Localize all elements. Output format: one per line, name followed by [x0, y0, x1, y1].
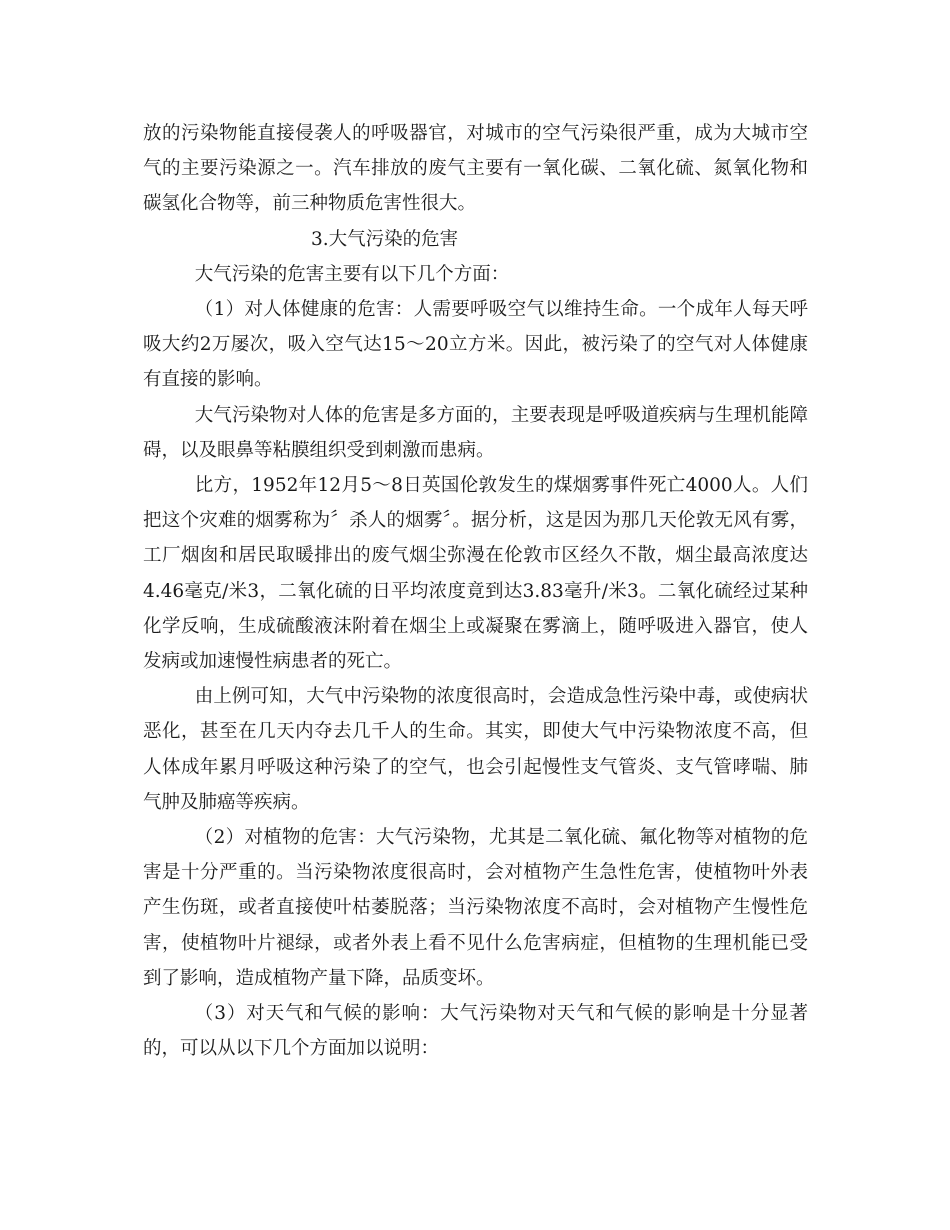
- paragraph-plant-damage: （2）对植物的危害：大气污染物，尤其是二氧化硫、氟化物等对植物的危害是十分严重的。当污染物浓度很高时，会对植物产生急性危害，使植物叶外表产生伤斑，或者直接使叶枯萎脱落；当污染物浓度不高时，会对植物产生慢性危害，使植物叶片褪绿，或者外表上看不见什么危害病症，但植物的生理机能已受到了影响，造成植物产量下降，品质变坏。: [143, 827, 808, 989]
- paragraph-health-detail: 大气污染物对人体的危害是多方面的，主要表现是呼吸道疾病与生理机能障碍，以及眼鼻等粘膜组织受到刺激而患病。: [143, 404, 808, 461]
- paragraph-human-health: （1）对人体健康的危害：人需要呼吸空气以维持生命。一个成年人每天呼吸大约2万屡次，吸入空气达15～20立方米。因此，被污染了的空气对人体健康有直接的影响。: [143, 299, 808, 391]
- paragraph-continuation: 放的污染物能直接侵袭人的呼吸器官，对城市的空气污染很严重，成为大城市空气的主要污染源之一。汽车排放的废气主要有一氧化碳、二氧化硫、氮氧化物和碳氢化合物等，前三种物质危害性很大。: [143, 123, 808, 215]
- paragraph-london-smog: 比方，1952年12月5～8日英国伦敦发生的煤烟雾事件死亡4000人。人们把这个灾难的烟雾称为〞杀人的烟雾〞。据分析，这是因为那几天伦敦无风有雾，工厂烟囱和居民取暖排出的废气烟尘弥漫在伦敦市区经久不散，烟尘最高浓度达4.46毫克/米3，二氧化硫的日平均浓度竟到达3.83毫升/米3。二氧化硫经过某种化学反响，生成硫酸液沫附着在烟尘上或凝聚在雾滴上，随呼吸进入器官，使人发病或加速慢性病患者的死亡。: [143, 475, 808, 673]
- paragraph-chronic-effects: 由上例可知，大气中污染物的浓度很高时，会造成急性污染中毒，或使病状恶化，甚至在几天内夺去几千人的生命。其实，即使大气中污染物浓度不高，但人体成年累月呼吸这种污染了的空气，也会引起慢性支气管炎、支气管哮喘、肺气肿及肺癌等疾病。: [143, 686, 808, 813]
- paragraph-intro: 大气污染的危害主要有以下几个方面：: [194, 263, 510, 285]
- document-body: [143, 116, 808, 1066]
- paragraph-weather-climate: （3）对天气和气候的影响：大气污染物对天气和气候的影响是十分显著的，可以从以下几个方面加以说明：: [143, 1003, 808, 1060]
- section-heading: 3.大气污染的危害: [311, 228, 459, 250]
